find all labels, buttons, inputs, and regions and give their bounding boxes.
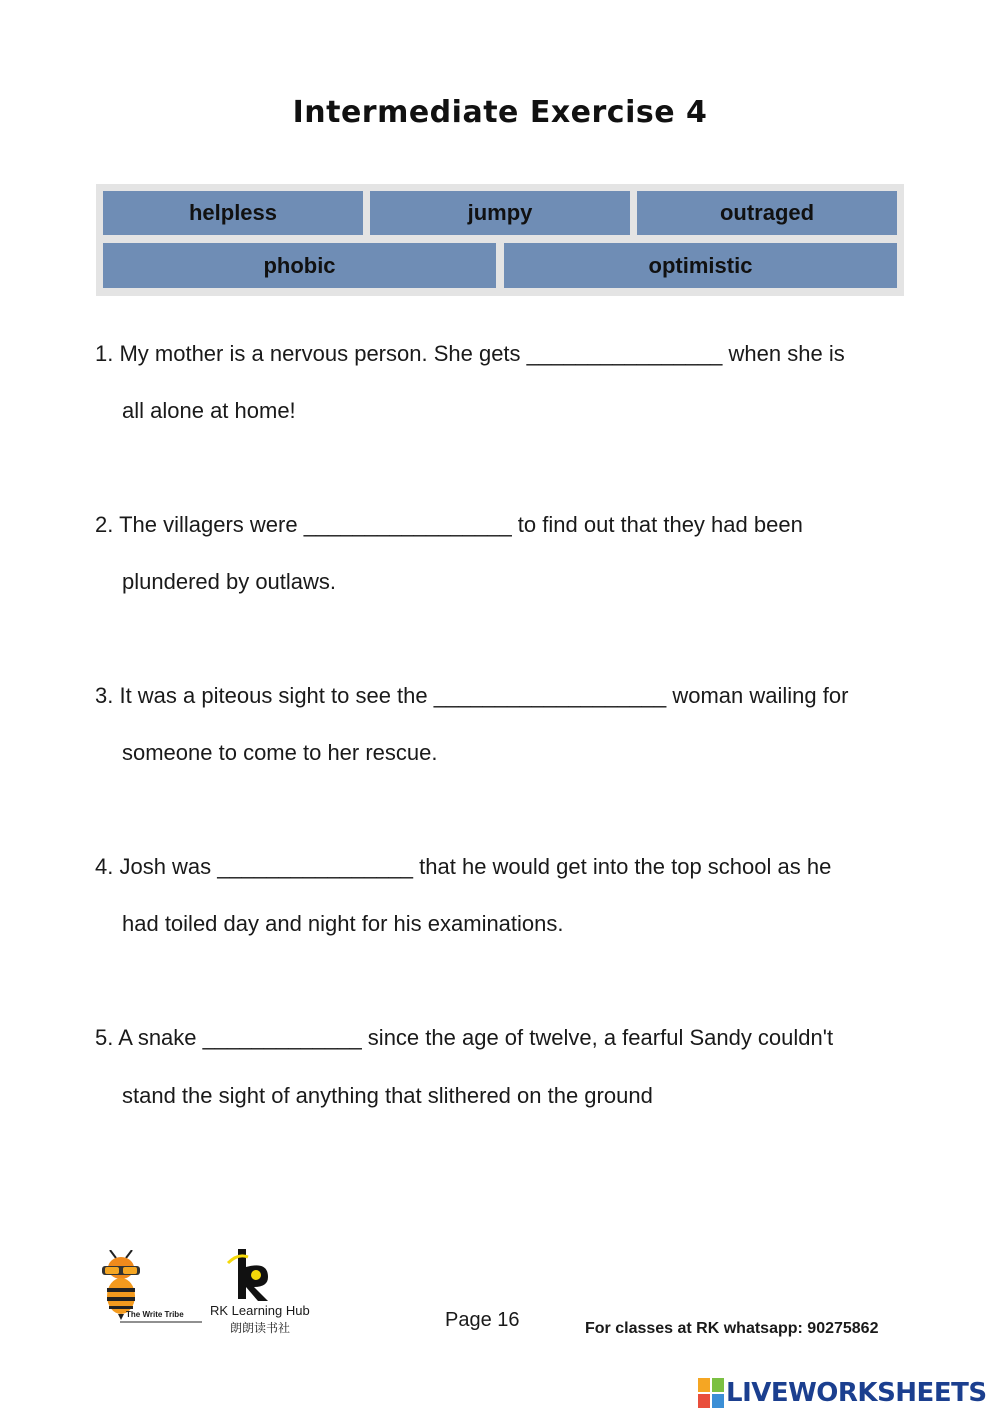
- question-text-continued: had toiled day and night for his examinations.: [122, 911, 564, 936]
- word-optimistic: optimistic: [504, 243, 897, 288]
- page-title: Intermediate Exercise 4: [292, 95, 708, 130]
- rk-learning-hub-logo: [208, 1243, 308, 1335]
- question-text: 2. The villagers were _________________ to find out that they had been: [95, 512, 803, 537]
- question-text: 5. A snake _____________ since the age of twelve, a fearful Sandy couldn't: [95, 1025, 834, 1050]
- question-1: [95, 341, 845, 423]
- question-text-continued: stand the sight of anything that slithered on the ground: [122, 1083, 653, 1108]
- question-text-continued: someone to come to her rescue.: [122, 740, 438, 765]
- question-text: 3. It was a piteous sight to see the ___________________ woman wailing for: [95, 683, 849, 708]
- word-outraged: outraged: [637, 191, 897, 235]
- question-text: 4. Josh was ________________ that he would get into the top school as he: [95, 854, 832, 879]
- liveworksheets-logo-icon: [698, 1378, 724, 1408]
- word-bank: [96, 184, 904, 296]
- question-text-continued: all alone at home!: [122, 398, 296, 423]
- contact-info: For classes at RK whatsapp: 90275862: [585, 1320, 879, 1337]
- watermark-text: LIVEWORKSHEETS: [726, 1378, 987, 1408]
- page-number: Page 16: [445, 1309, 520, 1331]
- rk-logo-subtext: 朗朗读书社: [230, 1321, 291, 1335]
- word-phobic: phobic: [103, 243, 496, 288]
- question-text-continued: plundered by outlaws.: [122, 569, 337, 594]
- question-3: [95, 683, 849, 765]
- write-tribe-logo: [98, 1250, 208, 1330]
- write-tribe-logo-text: The Write Tribe: [126, 1310, 184, 1319]
- rk-logo-text: RK Learning Hub: [210, 1303, 310, 1318]
- word-jumpy: jumpy: [370, 191, 630, 235]
- question-4: [95, 854, 832, 936]
- liveworksheets-watermark: [698, 1376, 987, 1410]
- word-helpless: helpless: [103, 191, 363, 235]
- question-text: 1. My mother is a nervous person. She gets ________________ when she is: [95, 341, 845, 366]
- rk-logo-icon: [208, 1243, 308, 1305]
- question-5: [95, 1025, 834, 1108]
- question-2: [95, 512, 803, 594]
